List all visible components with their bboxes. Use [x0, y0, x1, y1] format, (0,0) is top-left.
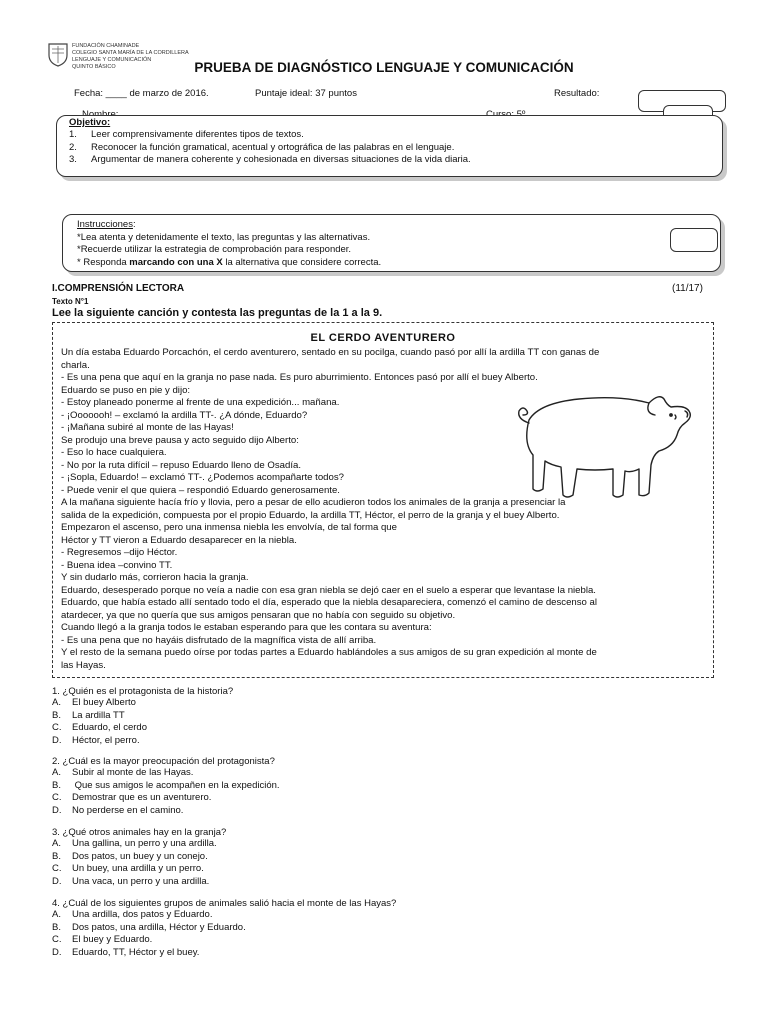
story-line: - Eso lo hace cualquiera.: [61, 447, 167, 458]
option-2d[interactable]: D. No perderse en el camino.: [52, 804, 184, 816]
question-2: [52, 756, 280, 817]
instruccion-item: *Recuerde utilizar la estrategia de comprobación para responder.: [77, 244, 352, 255]
school-line: FUNDACIÓN CHAMINADE: [72, 43, 140, 49]
resultado-label: Resultado:: [554, 88, 600, 99]
objetivo-box: [56, 115, 723, 177]
objetivo-label: Objetivo:: [69, 117, 111, 128]
puntaje-ideal: Puntaje ideal: 37 puntos: [255, 88, 357, 99]
option-1d[interactable]: D. Héctor, el perro.: [52, 734, 140, 746]
story-line: Héctor y TT vieron a Eduardo desaparecer en la niebla.: [61, 534, 297, 546]
instrucciones-label: Instrucciones:: [77, 219, 136, 230]
story-line: atardecer, ya que no quería que sus amigos pensaran que no había con seguido su objetivo.: [61, 609, 456, 621]
story-line: - Es una pena que aquí en la granja no pase nada. Es puro aburrimiento. Entonces pasó por allí el buey Alberto.: [61, 372, 538, 383]
story-line: Eduardo se puso en pie y dijo:: [61, 384, 191, 396]
question-4: [52, 898, 396, 959]
story-line: Eduardo, desesperado porque no veía a nadie con esa gran niebla se dejó caer en el suelo a esperar que levantase la niebla.: [61, 584, 596, 596]
option-3d[interactable]: D. Una vaca, un perro y una ardilla.: [52, 875, 210, 887]
story-line: Cuando llegó a la granja todos le estaban esperando para que les contara su aventura:: [61, 622, 432, 633]
story-line: - Es una pena que no hayáis disfrutado de la magnífica vista de allí arriba.: [61, 634, 377, 646]
pig-illustration: [499, 385, 699, 515]
school-line: LENGUAJE Y COMUNICACIÓN: [72, 57, 152, 63]
option-4a[interactable]: A. Una ardilla, dos patos y Eduardo.: [52, 909, 213, 920]
option-3c[interactable]: C. Un buey, una ardilla y un perro.: [52, 863, 204, 874]
question-3: [52, 827, 226, 888]
option-2a[interactable]: A. Subir al monte de las Hayas.: [52, 767, 194, 778]
story-line: las Hayas.: [61, 659, 106, 671]
story-line: Y sin dudarlo más, corrieron hacia la granja.: [61, 572, 249, 583]
page-title: PRUEBA DE DIAGNÓSTICO LENGUAJE Y COMUNICACIÓN: [194, 60, 574, 75]
option-1b[interactable]: B. La ardilla TT: [52, 709, 125, 721]
instrucciones-box: [62, 214, 721, 272]
instrucciones-score-box[interactable]: [670, 228, 718, 252]
option-3a[interactable]: A. Una gallina, un perro y una ardilla.: [52, 838, 217, 849]
instruccion-item: *Lea atenta y detenidamente el texto, las preguntas y las alternativas.: [77, 231, 371, 243]
story-line: - No por la ruta difícil – repuso Eduardo lleno de Osadía.: [61, 459, 301, 471]
story-box: [52, 322, 714, 678]
option-4b[interactable]: B. Dos patos, una ardilla, Héctor y Eduardo.: [52, 921, 246, 933]
option-3b[interactable]: B. Dos patos, un buey y un conejo.: [52, 850, 208, 862]
objetivo-item: 1. Leer comprensivamente diferentes tipos de textos.: [69, 129, 304, 140]
section-score: (11/17): [672, 283, 703, 294]
objetivo-item: 3. Argumentar de manera coherente y cohesionada en diversas situaciones de la vida diaria.: [69, 154, 471, 165]
story-line: - Puede venir el que quiera – respondió Eduardo generosamente.: [61, 484, 340, 496]
fecha-field[interactable]: Fecha: ____ de marzo de 2016.: [74, 88, 209, 99]
question-text: 1. ¿Quién es el protagonista de la historia?: [52, 686, 234, 697]
story-line: - Buena idea –convino TT.: [61, 559, 173, 571]
question-text: 2. ¿Cuál es la mayor preocupación del protagonista?: [52, 756, 275, 767]
school-line: QUINTO BÁSICO: [72, 64, 116, 70]
question-text: 4. ¿Cuál de los siguientes grupos de animales salió hacia el monte de las Hayas?: [52, 898, 397, 909]
objetivo-item: 2. Reconocer la función gramatical, acentual y ortográfica de las palabras en el lenguaje.: [69, 141, 455, 153]
story-line: - ¡Ooooooh! – exclamó la ardilla TT-. ¿A dónde, Eduardo?: [61, 409, 308, 421]
option-4d[interactable]: D. Eduardo, TT, Héctor y el buey.: [52, 946, 200, 958]
story-line: Eduardo, que había estado allí sentado todo el día, esperado que la niebla desapareciera, comenzó el camino de descenso al: [61, 597, 598, 608]
story-line: - ¡Mañana subiré al monte de las Hayas!: [61, 422, 234, 433]
story-line: A la mañana siguiente hacía frío y lloviа, pero a pesar de ello acudieron todos los animales de la granja a presenciar la: [61, 497, 566, 508]
story-line: salida de la expedición, compuesta por el propio Eduardo, la ardilla TT, Héctor, el perro de la granja y el buey Alberto.: [61, 509, 560, 521]
option-1c[interactable]: C. Eduardo, el cerdo: [52, 722, 147, 733]
story-line: Un día estaba Eduardo Porcachón, el cerdo aventurero, sentado en su pocilga, cuando pasó por allí la ardilla TT con ganas de: [61, 347, 600, 358]
story-line: charla.: [61, 359, 90, 371]
story-line: Se produjo una breve pausa y acto seguido dijo Alberto:: [61, 434, 299, 446]
texto-number: Texto N°1: [52, 297, 89, 306]
story-line: Y el resto de la semana puedo oírse por todas partes a Eduardo hablándoles a sus amigos de su gran expedición al monte de: [61, 647, 597, 658]
story-line: Empezaron el ascenso, pero una inmensa niebla les envolvía, de tal forma que: [61, 522, 397, 533]
story-line: - Regresemos –dijo Héctor.: [61, 547, 178, 558]
option-2c[interactable]: C. Demostrar que es un aventurero.: [52, 792, 212, 803]
section-title: I.COMPRENSIÓN LECTORA: [52, 283, 185, 294]
question-text: 3. ¿Qué otros animales hay en la granja?: [52, 827, 227, 838]
question-1: [52, 686, 233, 747]
option-2b[interactable]: B. Que sus amigos le acompañen en la expedición.: [52, 779, 280, 791]
option-1a[interactable]: A. El buey Alberto: [52, 697, 136, 708]
story-line: - Estoy planeado ponerme al frente de una expedición... mañana.: [61, 397, 340, 408]
reading-instruction: Lee la siguiente canción y contesta las preguntas de la 1 a la 9.: [52, 307, 383, 319]
school-line: COLEGIO SANTA MARÍA DE LA CORDILLERA: [72, 50, 189, 56]
instruccion-item: * Responda marcando con una X la alternativa que considere correcta.: [77, 256, 382, 268]
option-4c[interactable]: C. El buey y Eduardo.: [52, 934, 153, 945]
story-title: EL CERDO AVENTURERO: [310, 332, 456, 344]
story-line: - ¡Sopla, Eduardo! – exclamó TT-. ¿Podemos acompañarte todos?: [61, 472, 344, 483]
